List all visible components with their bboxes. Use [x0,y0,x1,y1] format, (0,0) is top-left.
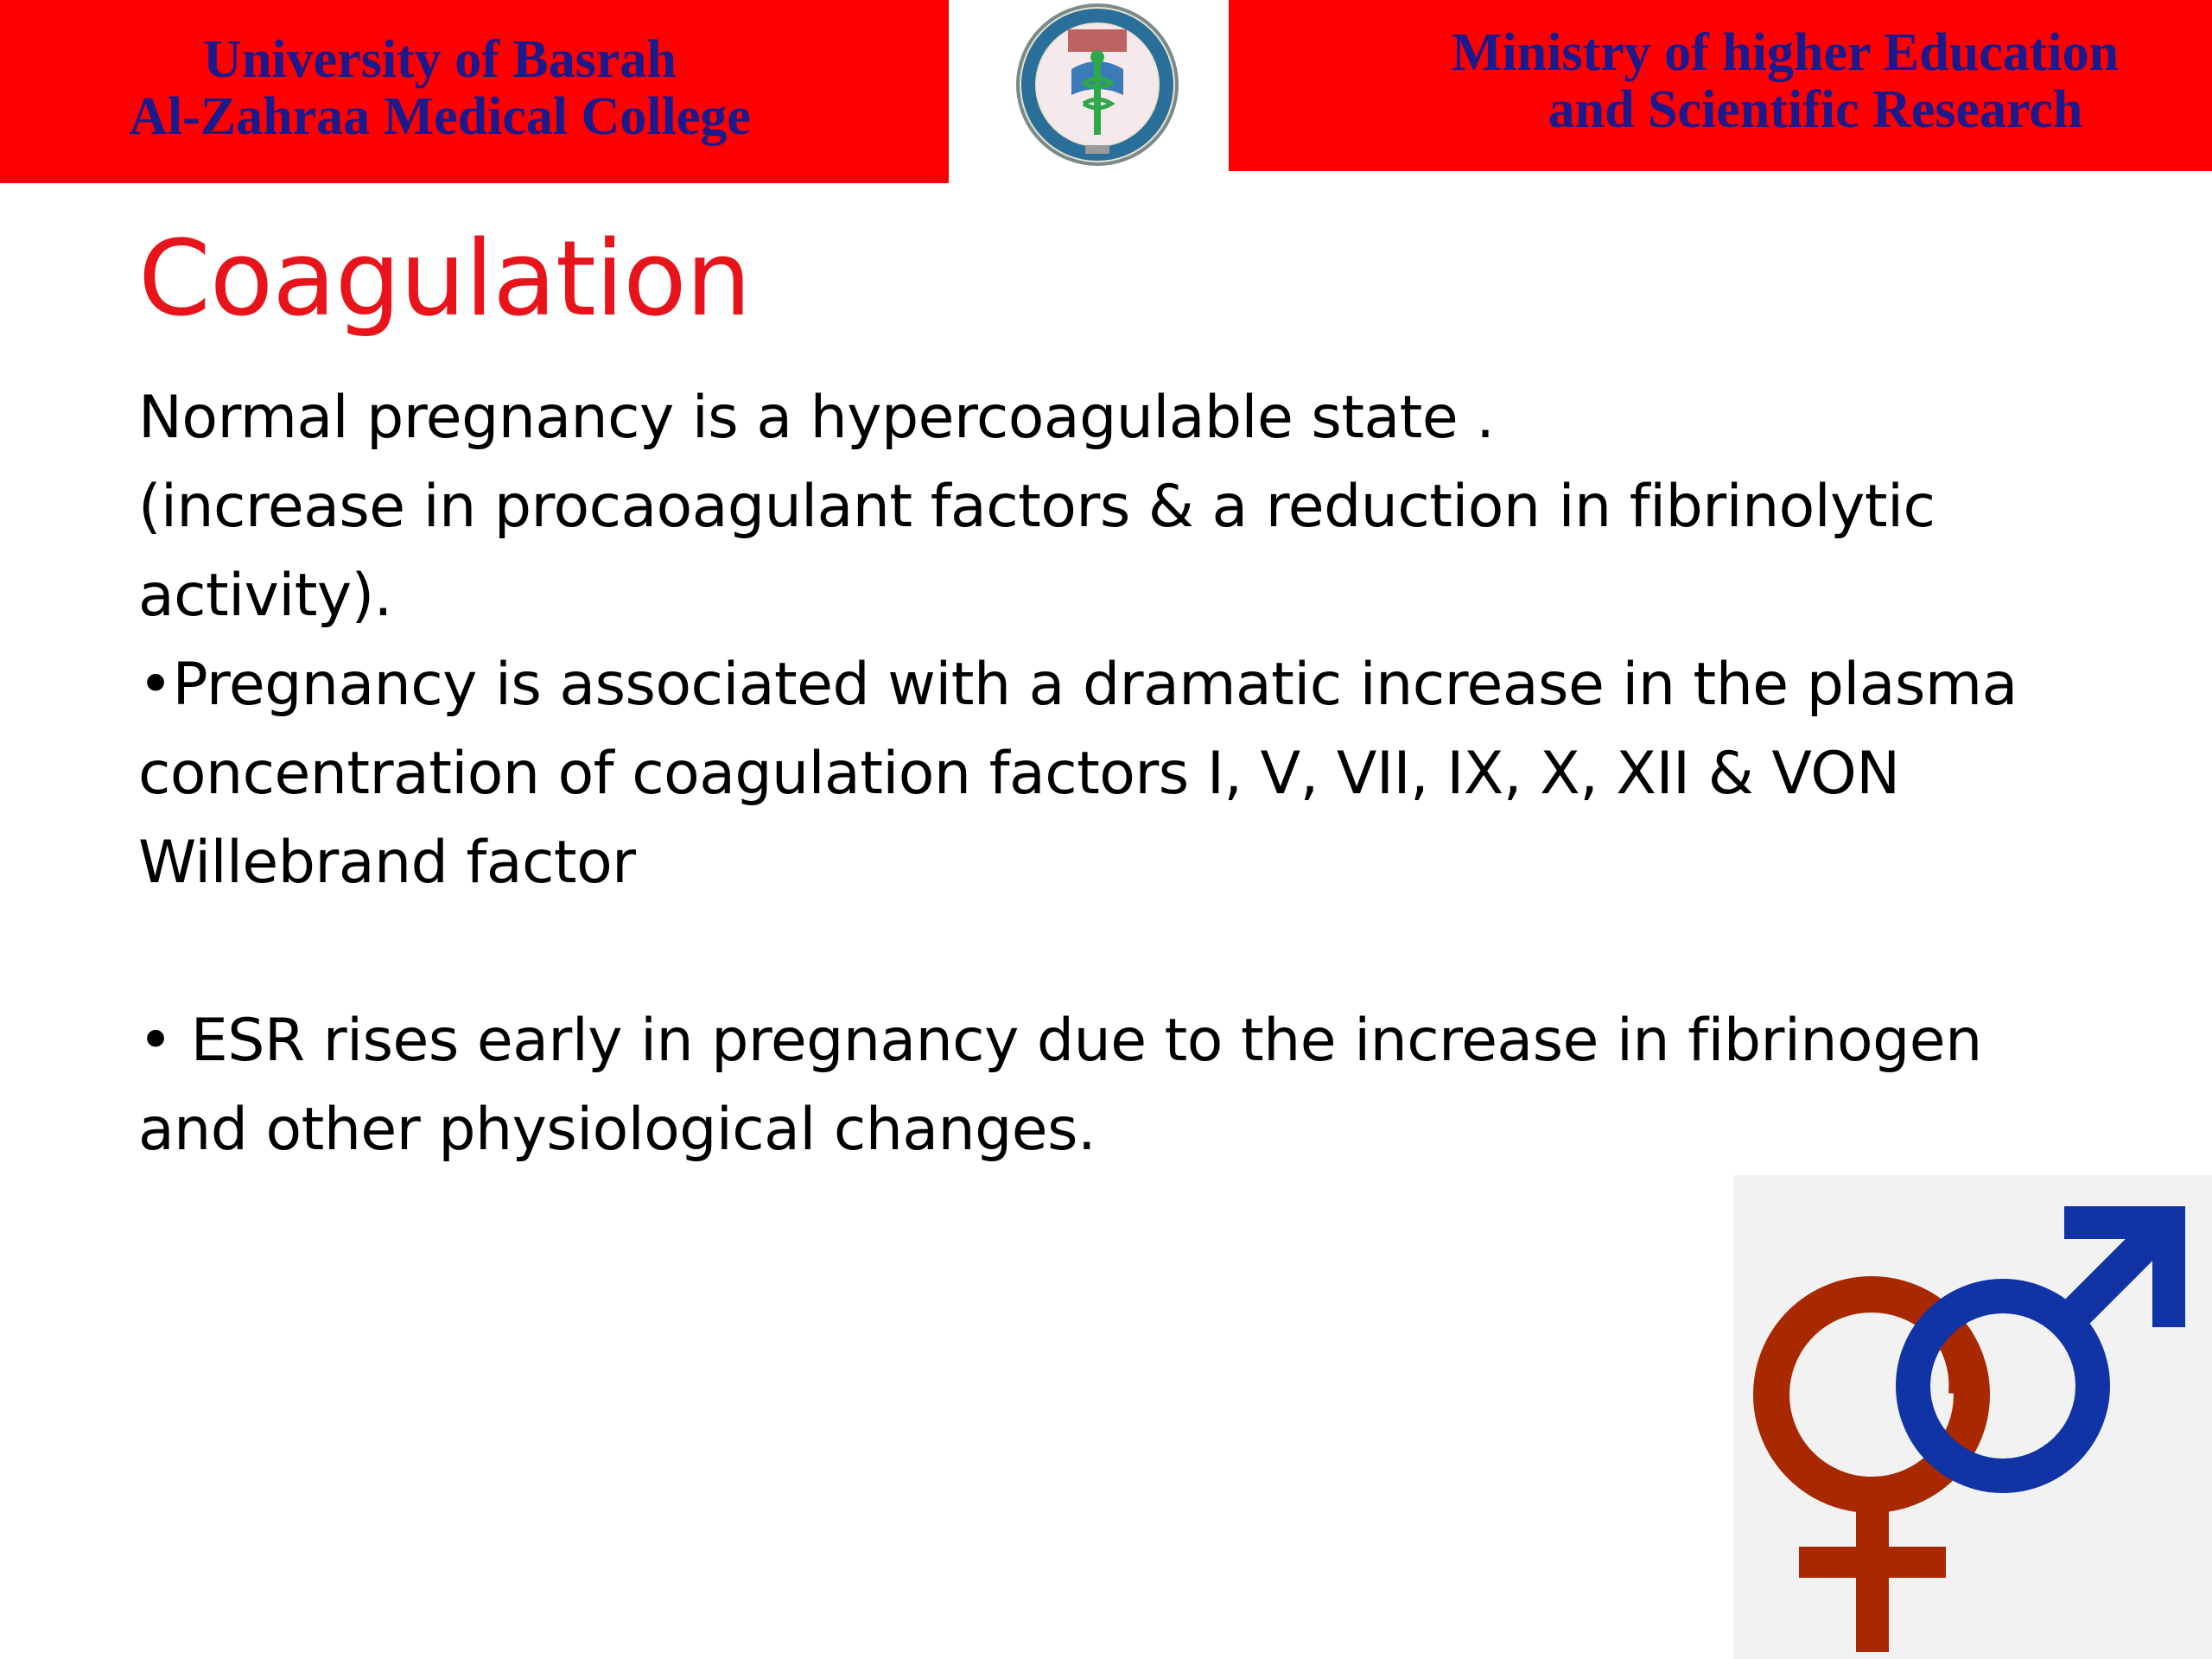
paragraph-spacer [138,907,2091,996]
header-right-banner [1229,0,2212,171]
bullet-esr: • ESR rises early in pregnancy due to the increase in fibrinogen and other physiological changes. [138,1007,1982,1164]
gender-symbols-icon [1733,1175,2212,1659]
slide-body [138,373,2091,1174]
header-left-banner [0,0,949,183]
gender-symbols-image [1733,1175,2212,1659]
body-paragraph-procoagulant: (increase in procaoagulant factors & a reduction in fibrinolytic activity). [138,473,1936,630]
ministry-subtitle: and Scientific Research [1548,80,2083,139]
bullet-coagulation-factors: •Pregnancy is associated with a dramatic increase in the plasma concentration of coagulation factors I, V, VII, IX, X, XII & VON Willebrand factor [138,651,2018,897]
college-name: Al-Zahraa Medical College [129,87,751,146]
ministry-name: Ministry of higher Education [1451,23,2120,82]
university-seal-icon [1011,0,1184,169]
slide-title: Coagulation [138,219,751,340]
university-name: University of Basrah [203,30,677,89]
body-paragraph-hypercoagulable: Normal pregnancy is a hypercoagulable state . [138,384,1495,452]
